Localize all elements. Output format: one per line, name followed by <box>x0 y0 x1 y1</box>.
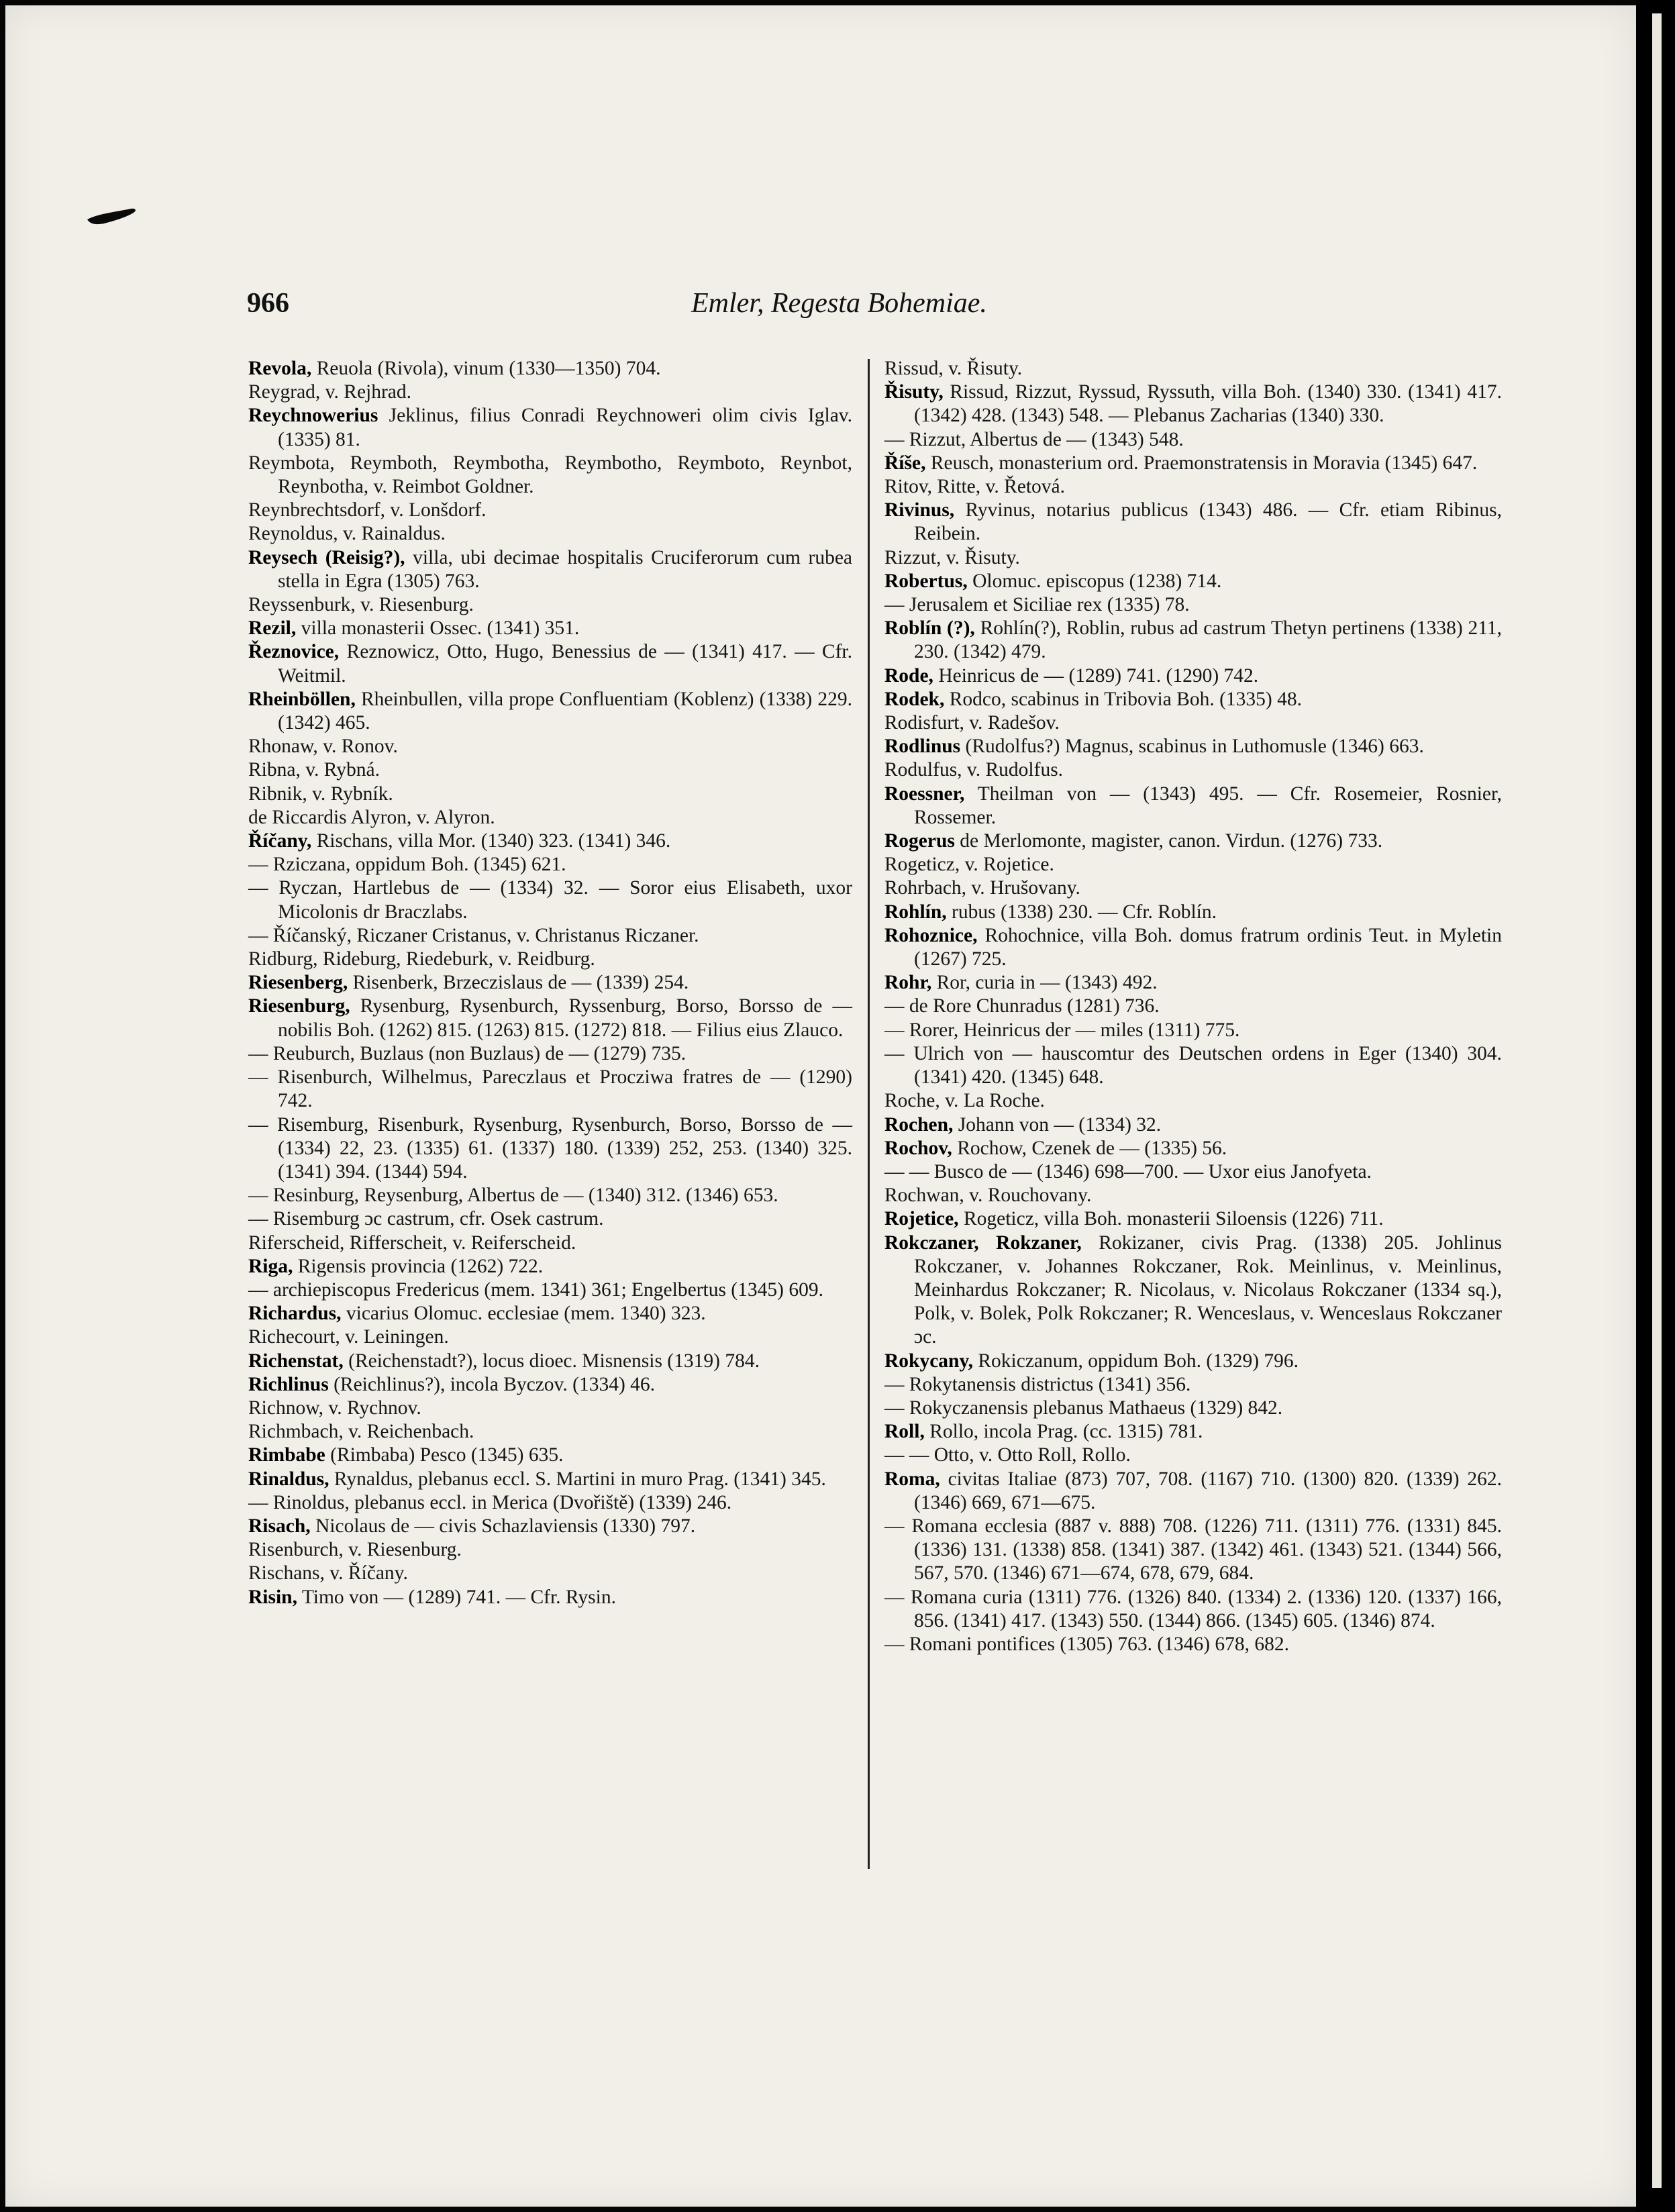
index-entry <box>248 1325 852 1349</box>
entry-text: Rhonaw, v. Ronov. <box>248 736 398 758</box>
index-entry <box>248 1302 852 1325</box>
entry-text: — Romani pontifices (1305) 763. (1346) 678, 682. <box>884 1633 1290 1655</box>
index-entry <box>884 593 1502 617</box>
index-entry <box>884 617 1502 664</box>
entry-text: Ror, curia in — (1343) 492. <box>936 972 1158 994</box>
index-entry <box>248 1373 852 1397</box>
entry-text: Risenberk, Brzeczislaus de — (1339) 254. <box>352 972 689 994</box>
index-entry <box>248 617 852 640</box>
index-entry <box>248 806 852 830</box>
entry-headword: Robertus, <box>884 570 968 592</box>
index-entry <box>884 971 1502 995</box>
entry-text: civitas Italiae (873) 707, 708. (1167) 710. (1300) 820. (1339) 262. (1346) 669, 671—675. <box>914 1468 1502 1513</box>
entry-text: — Romana ecclesia (887 v. 888) 708. (1226) 711. (1311) 776. (1331) 845. (1336) 131. (1338) 858. (1341) 387. (1342) 461. (1343) 521. (1344) 566, 567, 570. (1346) 671—674, 678, 679, 684. <box>884 1515 1502 1585</box>
index-column-left <box>248 357 852 1609</box>
entry-text: Rissud, v. Řisuty. <box>884 358 1023 379</box>
entry-text: de Merlomonte, magister, canon. Virdun. (1276) 733. <box>960 830 1383 852</box>
entry-text: (Rimbaba) Pesco (1345) 635. <box>330 1444 564 1466</box>
entry-text: Reynbrechtsdorf, v. Lonšdorf. <box>248 499 487 521</box>
entry-text: Rokiczanum, oppidum Boh. (1329) 796. <box>978 1350 1299 1372</box>
entry-headword: Rochov, <box>884 1137 952 1159</box>
entry-headword: Rimbabe <box>248 1444 325 1466</box>
entry-headword: Riga, <box>248 1255 293 1277</box>
index-entry <box>248 948 852 971</box>
index-entry <box>248 522 852 546</box>
index-entry <box>248 1468 852 1491</box>
index-entry <box>884 735 1502 758</box>
index-entry <box>884 1420 1502 1444</box>
entry-headword: Rokycany, <box>884 1350 973 1372</box>
index-entry <box>248 758 852 782</box>
entry-text: — Rokytanensis districtus (1341) 356. <box>884 1373 1191 1395</box>
entry-text: Reynoldus, v. Rainaldus. <box>248 523 446 545</box>
entry-text: Rynaldus, plebanus eccl. S. Martini in muro Prag. (1341) 345. <box>334 1468 826 1490</box>
index-entry <box>248 995 852 1042</box>
index-entry <box>248 783 852 806</box>
entry-text: — — Otto, v. Otto Roll, Rollo. <box>884 1444 1131 1466</box>
entry-headword: Risach, <box>248 1515 311 1537</box>
entry-text: (Rudolfus?) Magnus, scabinus in Luthomusle (1346) 663. <box>965 736 1424 758</box>
entry-text: — Romana curia (1311) 776. (1326) 840. (1334) 2. (1336) 120. (1337) 166, 856. (1341) 417. (1343) 550. (1344) 866. (1345) 605. (1346) 874. <box>884 1586 1502 1631</box>
entry-text: — de Rore Chunradus (1281) 736. <box>884 995 1160 1017</box>
entry-text: (Reichenstadt?), locus dioec. Misnensis (1319) 784. <box>348 1350 760 1372</box>
page-number: 966 <box>247 288 289 319</box>
entry-text: Olomuc. episcopus (1238) 714. <box>972 570 1222 592</box>
entry-headword: Revola, <box>248 358 312 379</box>
entry-text: Richmbach, v. Reichenbach. <box>248 1421 474 1443</box>
entry-headword: Řisuty, <box>884 381 944 403</box>
index-entry <box>884 664 1502 688</box>
entry-text: Reyssenburk, v. Riesenburg. <box>248 594 474 616</box>
entry-text: Rollo, incola Prag. (cc. 1315) 781. <box>929 1421 1203 1443</box>
entry-text: — Reuburch, Buzlaus (non Buzlaus) de — (1279) 735. <box>248 1042 687 1064</box>
entry-text: Theilman von — (1343) 495. — Cfr. Rosemeier, Rosnier, Rossemer. <box>914 783 1503 828</box>
entry-text: Ryvinus, notarius publicus (1343) 486. — Cfr. etiam Ribinus, Reibein. <box>914 499 1502 545</box>
index-entry <box>884 1137 1502 1160</box>
index-entry <box>248 1420 852 1444</box>
entry-text: rubus (1338) 230. — Cfr. Roblín. <box>952 901 1217 923</box>
index-entry <box>884 1444 1502 1467</box>
index-entry <box>884 1468 1502 1515</box>
index-entry <box>884 1019 1502 1042</box>
entry-text: Rogeticz, villa Boh. monasterii Siloensis (1226) 711. <box>963 1208 1384 1230</box>
entry-text: Rohrbach, v. Hrušovany. <box>884 877 1080 899</box>
entry-text: — Jerusalem et Siciliae rex (1335) 78. <box>884 594 1190 616</box>
entry-text: Jeklinus, filius Conradi Reychnoweri olim civis Iglav. (1335) 81. <box>278 405 852 450</box>
entry-text: Riferscheid, Rifferscheit, v. Reiferscheid. <box>248 1231 576 1254</box>
index-entry <box>884 357 1502 381</box>
entry-text: Nicolaus de — civis Schazlaviensis (1330) 797. <box>315 1515 696 1537</box>
entry-text: Rigensis provincia (1262) 722. <box>297 1255 544 1277</box>
index-entry <box>248 1350 852 1373</box>
entry-text: Rheinbullen, villa prope Confluentiam (Koblenz) (1338) 229. (1342) 465. <box>278 688 853 734</box>
entry-headword: Rogerus <box>884 830 955 852</box>
entry-headword: Reysech (Reisig?), <box>248 546 405 568</box>
entry-text: Rohlín(?), Roblin, rubus ad castrum Thetyn pertinens (1338) 211, 230. (1342) 479. <box>914 617 1503 663</box>
index-entry <box>884 570 1502 593</box>
index-entry <box>884 1184 1502 1207</box>
entry-text: Rodco, scabinus in Tribovia Boh. (1335) 48. <box>949 688 1302 710</box>
index-entry <box>248 1207 852 1231</box>
index-entry <box>884 475 1502 499</box>
entry-text: Rischans, villa Mor. (1340) 323. (1341) 346. <box>316 830 671 852</box>
entry-text: Rischans, v. Říčany. <box>248 1562 408 1585</box>
index-entry <box>884 758 1502 782</box>
entry-headword: Rode, <box>884 664 933 687</box>
index-entry <box>248 1113 852 1185</box>
ink-blot-mark <box>84 205 144 232</box>
index-entry <box>884 1042 1502 1089</box>
entry-headword: Risin, <box>248 1586 297 1608</box>
index-entry <box>884 876 1502 900</box>
entry-text: Rogeticz, v. Rojetice. <box>884 854 1054 876</box>
index-entry <box>884 428 1502 452</box>
entry-headword: Rohr, <box>884 972 932 994</box>
index-entry <box>884 1231 1502 1350</box>
index-entry <box>248 452 852 499</box>
entry-text: Rochow, Czenek de — (1335) 56. <box>957 1137 1227 1159</box>
index-entry <box>884 1586 1502 1633</box>
index-entry <box>884 1397 1502 1420</box>
index-entry <box>248 381 852 404</box>
index-entry <box>248 357 852 381</box>
entry-headword: Rodlinus <box>884 736 961 758</box>
index-entry <box>248 593 852 617</box>
entry-headword: Rheinböllen, <box>248 688 356 710</box>
entry-headword: Roblín (?), <box>884 617 975 640</box>
index-entry <box>884 1373 1502 1397</box>
entry-text: — Rziczana, oppidum Boh. (1345) 621. <box>248 854 566 876</box>
index-entry <box>884 995 1502 1018</box>
entry-text: Ritov, Ritte, v. Řetová. <box>884 476 1066 498</box>
running-title: Emler, Regesta Bohemiae. <box>691 288 987 319</box>
entry-text: Ribna, v. Rybná. <box>248 759 380 781</box>
entry-text: de Riccardis Alyron, v. Alyron. <box>248 806 495 828</box>
index-entry <box>884 1350 1502 1373</box>
entry-text: Johann von — (1334) 32. <box>958 1113 1162 1136</box>
entry-headword: Rojetice, <box>884 1208 959 1230</box>
index-entry <box>248 1538 852 1562</box>
index-entry <box>248 924 852 948</box>
index-entry <box>248 1515 852 1538</box>
entry-headword: Rinaldus, <box>248 1468 329 1490</box>
entry-text: vicarius Olomuc. ecclesiae (mem. 1340) 323. <box>346 1303 706 1325</box>
entry-text: Rokizaner, civis Prag. (1338) 205. Johlinus Rokczaner, v. Johannes Rokczaner, Rok. Meinlinus, v. Meinlinus, Meinhardus Rokczaner; R. Nicolaus, v. Nicolaus Rokczaner (1334 sq.), Polk, v. Bolek, Polk Rokczaner; R. Wenceslaus, v. Wenceslaus Rokczaner ɔc. <box>914 1231 1502 1348</box>
entry-headword: Riesenberg, <box>248 972 348 994</box>
entry-text: Rissud, Rizzut, Ryssud, Ryssuth, villa Boh. (1340) 330. (1341) 417. (1342) 428. (1343) 548. — Plebanus Zacharias (1340) 330. <box>914 381 1502 427</box>
index-entry <box>884 830 1502 853</box>
entry-headword: Rivinus, <box>884 499 955 521</box>
entry-text: Reusch, monasterium ord. Praemonstratensis in Moravia (1345) 647. <box>930 452 1478 474</box>
index-entry <box>248 1066 852 1113</box>
index-entry <box>884 1089 1502 1113</box>
index-entry <box>248 499 852 522</box>
entry-text: — Rorer, Heinricus der — miles (1311) 775. <box>884 1019 1240 1041</box>
entry-headword: Rokczaner, Rokzaner, <box>884 1231 1082 1254</box>
entry-headword: Rodek, <box>884 688 945 710</box>
entry-text: Rysenburg, Rysenburch, Ryssenburg, Borso, Borsso de — nobilis Boh. (1262) 815. (1263) 815. (1272) 818. — Filius eius Zlauco. <box>278 995 852 1041</box>
index-entry <box>248 735 852 758</box>
entry-text: Timo von — (1289) 741. — Cfr. Rysin. <box>301 1586 616 1608</box>
entry-text: — Risemburg, Risenburk, Rysenburg, Rysenburch, Borso, Borsso de — (1334) 22, 23. (1335) 61. (1337) 180. (1339) 252, 253. (1340) 325. (1341) 394. (1344) 594. <box>248 1113 852 1183</box>
index-entry <box>884 1633 1502 1656</box>
index-entry <box>248 1184 852 1207</box>
index-entry <box>248 1491 852 1515</box>
entry-text: villa, ubi decimae hospitalis Cruciferorum cum rubea stella in Egra (1305) 763. <box>278 546 853 592</box>
index-entry <box>248 546 852 593</box>
entry-text: Ribnik, v. Rybník. <box>248 783 393 805</box>
index-entry <box>248 971 852 995</box>
index-entry <box>248 853 852 876</box>
index-entry <box>248 1444 852 1467</box>
entry-headword: Roessner, <box>884 783 965 805</box>
entry-text: — Resinburg, Reysenburg, Albertus de — (1340) 312. (1346) 653. <box>248 1185 778 1207</box>
entry-text: — Ryczan, Hartlebus de — (1334) 32. — Soror eius Elisabeth, uxor Micolonis dr Braczlabs. <box>248 877 852 923</box>
next-page-edge <box>1652 13 1662 2188</box>
index-entry <box>884 452 1502 475</box>
entry-text: — Rizzut, Albertus de — (1343) 548. <box>884 428 1184 450</box>
entry-headword: Reychnowerius <box>248 405 378 427</box>
entry-headword: Říše, <box>884 452 926 474</box>
entry-headword: Richenstat, <box>248 1350 344 1372</box>
entry-headword: Rohoznice, <box>884 924 978 946</box>
index-entry <box>884 711 1502 735</box>
entry-headword: Řeznovice, <box>248 641 340 663</box>
entry-text: Reuola (Rivola), vinum (1330—1350) 704. <box>316 358 661 379</box>
entry-text: Rizzut, v. Řisuty. <box>884 546 1020 568</box>
entry-headword: Říčany, <box>248 830 312 852</box>
index-entry <box>884 1113 1502 1137</box>
index-entry <box>884 688 1502 711</box>
entry-text: — Ulrich von — hauscomtur des Deutschen ordens in Eger (1340) 304. (1341) 420. (1345) 648. <box>884 1042 1502 1089</box>
entry-text: Heinricus de — (1289) 741. (1290) 742. <box>938 664 1259 687</box>
index-entry <box>248 688 852 735</box>
entry-headword: Rezil, <box>248 617 297 640</box>
index-entry <box>248 1255 852 1278</box>
entry-text: Richnow, v. Rychnov. <box>248 1397 421 1419</box>
index-entry <box>248 640 852 687</box>
entry-text: Reymbota, Reymboth, Reymbotha, Reymbotho, Reymboto, Reynbot, Reynbotha, v. Reimbot Goldner. <box>248 452 852 498</box>
index-entry <box>248 1042 852 1066</box>
index-entry <box>884 783 1502 830</box>
entry-headword: Rohlín, <box>884 901 947 923</box>
entry-text: villa monasterii Ossec. (1341) 351. <box>301 617 580 640</box>
index-entry <box>884 381 1502 428</box>
column-divider <box>868 359 870 1869</box>
entry-text: — archiepiscopus Fredericus (mem. 1341) 361; Engelbertus (1345) 609. <box>248 1278 823 1301</box>
entry-text: — Risemburg ɔc castrum, cfr. Osek castrum. <box>248 1208 604 1230</box>
index-entry <box>884 924 1502 971</box>
index-entry <box>248 1586 852 1609</box>
index-entry <box>248 404 852 451</box>
index-entry <box>884 853 1502 876</box>
entry-text: Reygrad, v. Rejhrad. <box>248 381 412 403</box>
index-entry <box>248 1397 852 1420</box>
entry-text: Risenburch, v. Riesenburg. <box>248 1539 462 1561</box>
entry-text: — — Busco de — (1346) 698—700. — Uxor eius Janofyeta. <box>884 1160 1372 1183</box>
entry-text: — Říčanský, Riczaner Cristanus, v. Christanus Riczaner. <box>248 924 699 946</box>
entry-text: Ridburg, Rideburg, Riedeburk, v. Reidburg. <box>248 948 595 970</box>
index-entry <box>884 499 1502 546</box>
entry-headword: Riesenburg, <box>248 995 350 1017</box>
entry-headword: Roma, <box>884 1468 940 1490</box>
index-entry <box>884 546 1502 570</box>
entry-text: Reznowicz, Otto, Hugo, Benessius de — (1341) 417. — Cfr. Weitmil. <box>278 641 852 687</box>
index-entry <box>884 1160 1502 1184</box>
entry-text: — Risenburch, Wilhelmus, Pareczlaus et Proczіwa fratres de — (1290) 742. <box>248 1066 852 1112</box>
entry-headword: Rochen, <box>884 1113 954 1136</box>
index-column-right <box>884 357 1502 1656</box>
entry-text: Rohochnice, villa Boh. domus fratrum ordinis Teut. in Myletin (1267) 725. <box>914 924 1502 970</box>
entry-headword: Richlinus <box>248 1373 329 1395</box>
index-entry <box>884 1515 1502 1586</box>
index-entry <box>248 1562 852 1585</box>
entry-text: Roche, v. La Roche. <box>884 1090 1045 1112</box>
index-entry <box>248 1278 852 1302</box>
index-entry <box>248 830 852 853</box>
index-entry <box>884 901 1502 924</box>
entry-text: — Rinoldus, plebanus eccl. in Merica (Dvořiště) (1339) 246. <box>248 1491 732 1513</box>
index-entry <box>248 1231 852 1255</box>
index-entry <box>248 876 852 923</box>
entry-text: Rodisfurt, v. Radešov. <box>884 712 1060 734</box>
entry-headword: Richardus, <box>248 1303 342 1325</box>
entry-text: Rochwan, v. Rouchovany. <box>884 1185 1092 1207</box>
entry-text: (Reichlinus?), incola Byczov. (1334) 46. <box>334 1373 656 1395</box>
entry-headword: Roll, <box>884 1421 925 1443</box>
index-entry <box>884 1207 1502 1231</box>
entry-text: — Rokyczanensis plebanus Mathaeus (1329) 842. <box>884 1397 1283 1419</box>
entry-text: Richecourt, v. Leiningen. <box>248 1326 449 1348</box>
entry-text: Rodulfus, v. Rudolfus. <box>884 759 1064 781</box>
